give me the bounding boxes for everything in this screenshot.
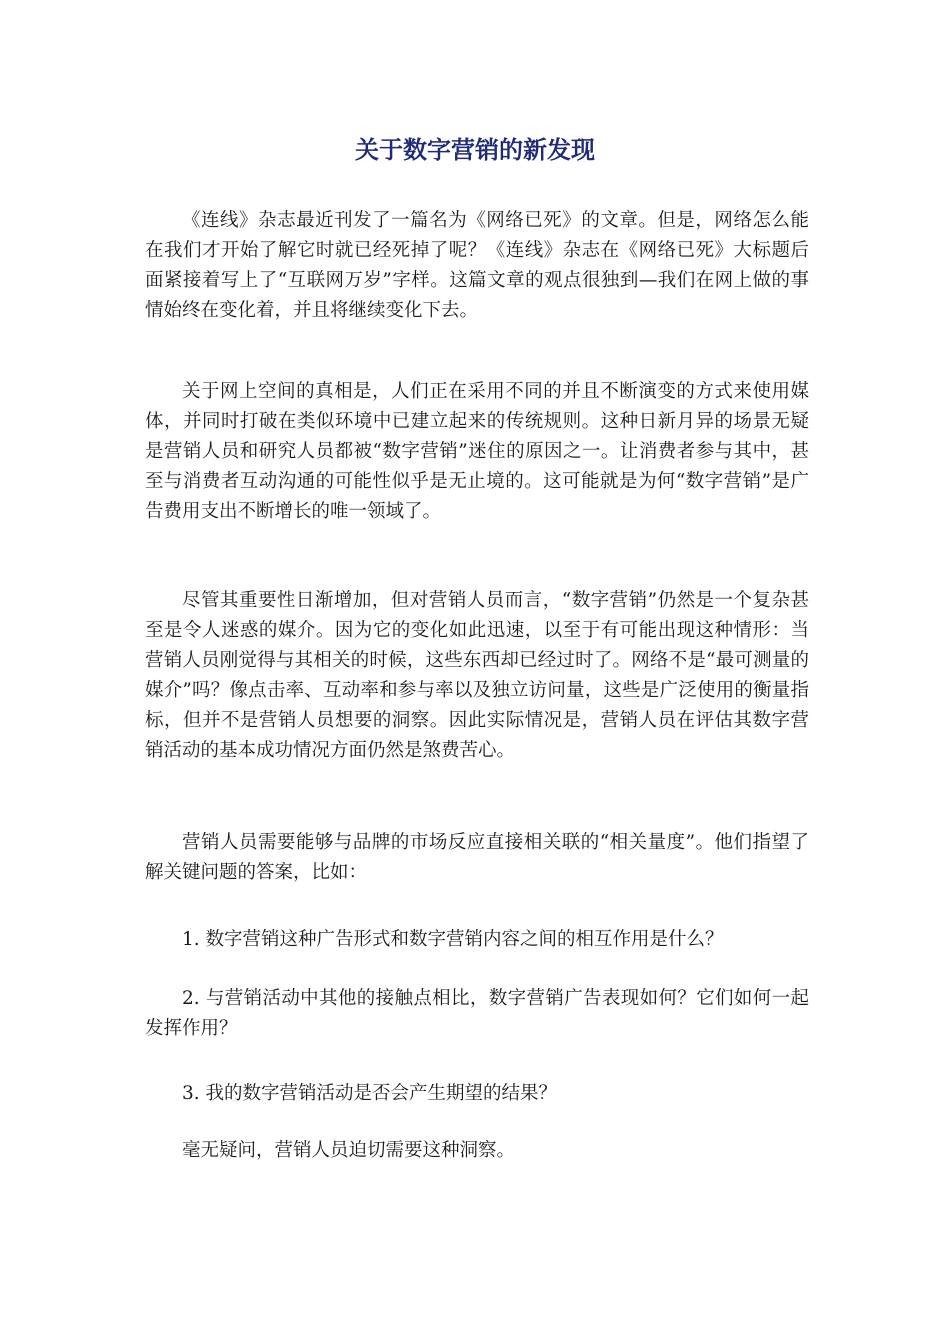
paragraph-conclusion: 毫无疑问，营销人员迫切需要这种洞察。 bbox=[182, 1140, 516, 1161]
list-item-question-3: 3. 我的数字营销活动是否会产生期望的结果？ bbox=[182, 1083, 558, 1104]
document-title: 关于数字营销的新发现 bbox=[355, 136, 595, 164]
list-item-question-1: 1. 数字营销这种广告形式和数字营销内容之间的相互作用是什么？ bbox=[182, 929, 724, 950]
list-item-question-2: 2. 与营销活动中其他的接触点相比，数字营销广告表现如何？它们如何一起发挥作用？ bbox=[145, 988, 809, 1039]
paragraph-intro: 《连线》杂志最近刊发了一篇名为《网络已死》的文章。但是，网络怎么能在我们才开始了解它时就已经死掉了呢？《连线》杂志在《网络已死》大标题后面紧接着写上了“互联网万岁”字样。这篇文章的观点很独到—我们在网上做的事情始终在变化着，并且将继续变化下去。 bbox=[145, 210, 809, 321]
paragraph-relevant-metrics: 营销人员需要能够与品牌的市场反应直接相关联的“相关量度”。他们指望了解关键问题的答案，比如： bbox=[145, 832, 809, 883]
paragraph-online-space: 关于网上空间的真相是，人们正在采用不同的并且不断演变的方式来使用媒体，并同时打破在类似环境中已建立起来的传统规则。这种日新月异的场景无疑是营销人员和研究人员都被“数字营销”迷住的原因之一。让消费者参与其中，甚至与消费者互动沟通的可能性似乎是无止境的。这可能就是为何“数字营销”是广告费用支出不断增长的唯一领域了。 bbox=[145, 381, 809, 522]
paragraph-importance: 尽管其重要性日渐增加，但对营销人员而言，“数字营销”仍然是一个复杂甚至是令人迷惑的媒介。因为它的变化如此迅速，以至于有可能出现这种情形：当营销人员刚觉得与其相关的时候，这些东西却已经过时了。网络不是“最可测量的媒介”吗？像点击率、互动率和参与率以及独立访问量，这些是广泛使用的衡量指标，但并不是营销人员想要的洞察。因此实际情况是，营销人员在评估其数字营销活动的基本成功情况方面仍然是煞费苦心。 bbox=[145, 590, 809, 761]
